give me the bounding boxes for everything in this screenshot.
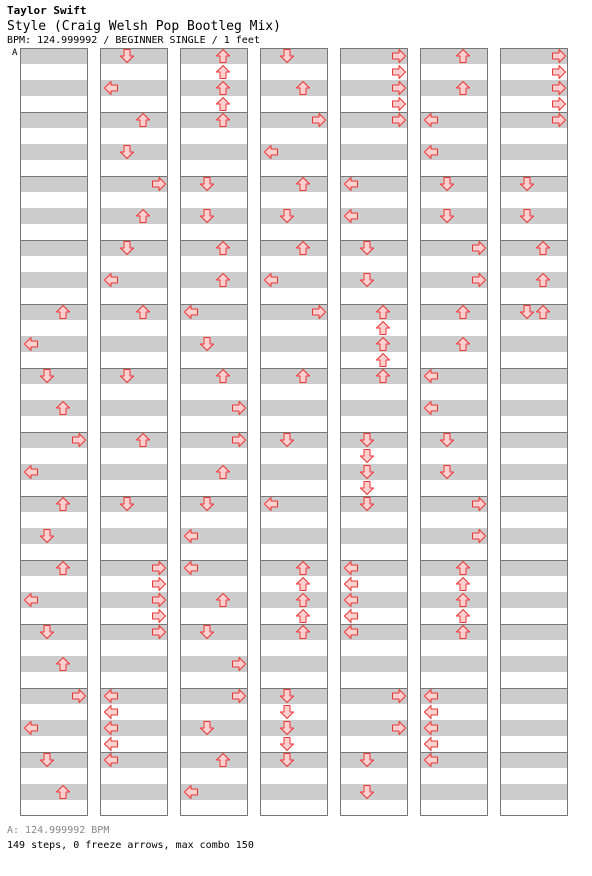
left-arrow-icon [343,608,359,624]
down-arrow-icon [279,736,295,752]
down-arrow-icon [359,752,375,768]
up-arrow-icon [215,240,231,256]
down-arrow-icon [359,272,375,288]
measure-line [21,240,87,241]
measure-line [501,815,567,816]
left-arrow-icon [103,704,119,720]
right-arrow-icon [471,240,487,256]
left-arrow-icon [183,528,199,544]
measure-line [181,240,247,241]
down-arrow-icon [359,432,375,448]
measure-line [181,815,247,816]
chart-column-1 [20,48,88,816]
right-arrow-icon [311,112,327,128]
down-arrow-icon [119,240,135,256]
up-arrow-icon [55,560,71,576]
left-arrow-icon [423,400,439,416]
down-arrow-icon [439,176,455,192]
down-arrow-icon [519,176,535,192]
right-arrow-icon [551,112,567,128]
left-arrow-icon [343,576,359,592]
right-arrow-icon [471,496,487,512]
left-arrow-icon [23,464,39,480]
measure-line [261,368,327,369]
left-arrow-icon [23,720,39,736]
measure-line [21,560,87,561]
chart-column-2 [100,48,168,816]
down-arrow-icon [279,704,295,720]
down-arrow-icon [439,208,455,224]
right-arrow-icon [151,608,167,624]
up-arrow-icon [135,112,151,128]
left-arrow-icon [103,736,119,752]
right-arrow-icon [551,64,567,80]
measure-line [501,688,567,689]
up-arrow-icon [295,608,311,624]
measure-line [261,560,327,561]
right-arrow-icon [471,272,487,288]
up-arrow-icon [215,96,231,112]
down-arrow-icon [39,368,55,384]
down-arrow-icon [119,368,135,384]
left-arrow-icon [423,112,439,128]
left-arrow-icon [263,144,279,160]
up-arrow-icon [455,560,471,576]
up-arrow-icon [535,272,551,288]
right-arrow-icon [391,688,407,704]
up-arrow-icon [215,48,231,64]
left-arrow-icon [343,208,359,224]
measure-line [421,48,487,49]
right-arrow-icon [231,432,247,448]
up-arrow-icon [455,304,471,320]
left-arrow-icon [423,144,439,160]
chart-column-4 [260,48,328,816]
left-arrow-icon [343,560,359,576]
measure-line [21,304,87,305]
down-arrow-icon [199,720,215,736]
left-arrow-icon [23,336,39,352]
left-arrow-icon [263,272,279,288]
measure-line [421,304,487,305]
right-arrow-icon [231,656,247,672]
up-arrow-icon [375,336,391,352]
left-arrow-icon [103,272,119,288]
left-arrow-icon [103,752,119,768]
right-arrow-icon [311,304,327,320]
right-arrow-icon [151,624,167,640]
right-arrow-icon [71,432,87,448]
up-arrow-icon [375,304,391,320]
chart-column-3 [180,48,248,816]
left-arrow-icon [423,736,439,752]
left-arrow-icon [343,176,359,192]
right-arrow-icon [151,576,167,592]
up-arrow-icon [215,464,231,480]
song-title: Style (Craig Welsh Pop Bootleg Mix) [7,19,281,34]
left-arrow-icon [103,688,119,704]
measure-line [181,368,247,369]
measure-line [261,240,327,241]
down-arrow-icon [119,48,135,64]
down-arrow-icon [199,624,215,640]
measure-line [261,624,327,625]
up-arrow-icon [55,304,71,320]
down-arrow-icon [359,464,375,480]
measure-line [501,752,567,753]
measure-line [341,815,407,816]
left-arrow-icon [263,496,279,512]
up-arrow-icon [295,560,311,576]
measure-line [501,368,567,369]
measure-line [21,496,87,497]
down-arrow-icon [359,480,375,496]
right-arrow-icon [231,688,247,704]
up-arrow-icon [135,208,151,224]
down-arrow-icon [199,336,215,352]
chart-column-6 [420,48,488,816]
left-arrow-icon [103,80,119,96]
up-arrow-icon [215,368,231,384]
measure-line [501,432,567,433]
measure-line [341,304,407,305]
down-arrow-icon [279,432,295,448]
up-arrow-icon [215,80,231,96]
up-arrow-icon [295,368,311,384]
down-arrow-icon [199,176,215,192]
measure-line [341,368,407,369]
artist-name: Taylor Swift [7,4,87,17]
left-arrow-icon [423,368,439,384]
right-arrow-icon [551,48,567,64]
left-arrow-icon [103,720,119,736]
left-arrow-icon [183,560,199,576]
down-arrow-icon [279,208,295,224]
up-arrow-icon [215,112,231,128]
right-arrow-icon [471,528,487,544]
up-arrow-icon [55,784,71,800]
measure-line [501,496,567,497]
measure-line [101,432,167,433]
up-arrow-icon [55,656,71,672]
up-arrow-icon [295,576,311,592]
up-arrow-icon [295,240,311,256]
up-arrow-icon [455,80,471,96]
right-arrow-icon [391,64,407,80]
down-arrow-icon [39,752,55,768]
left-arrow-icon [183,784,199,800]
up-arrow-icon [375,352,391,368]
up-arrow-icon [455,576,471,592]
up-arrow-icon [455,608,471,624]
right-arrow-icon [391,48,407,64]
up-arrow-icon [135,304,151,320]
left-arrow-icon [423,704,439,720]
up-arrow-icon [135,432,151,448]
right-arrow-icon [391,112,407,128]
chart-column-5 [340,48,408,816]
measure-line [501,560,567,561]
down-arrow-icon [359,784,375,800]
measure-line [181,752,247,753]
measure-line [21,112,87,113]
up-arrow-icon [455,592,471,608]
up-arrow-icon [455,336,471,352]
left-arrow-icon [423,752,439,768]
measure-line [21,48,87,49]
down-arrow-icon [279,48,295,64]
up-arrow-icon [295,624,311,640]
up-arrow-icon [535,240,551,256]
up-arrow-icon [295,592,311,608]
measure-line [21,815,87,816]
measure-line [101,304,167,305]
chart-column-7 [500,48,568,816]
down-arrow-icon [39,624,55,640]
down-arrow-icon [279,752,295,768]
down-arrow-icon [439,432,455,448]
left-arrow-icon [183,304,199,320]
down-arrow-icon [279,688,295,704]
down-arrow-icon [199,496,215,512]
right-arrow-icon [391,96,407,112]
down-arrow-icon [519,304,535,320]
right-arrow-icon [391,80,407,96]
right-arrow-icon [551,80,567,96]
left-arrow-icon [423,688,439,704]
left-arrow-icon [343,624,359,640]
measure-line [181,112,247,113]
right-arrow-icon [151,176,167,192]
up-arrow-icon [455,624,471,640]
right-arrow-icon [391,720,407,736]
down-arrow-icon [519,208,535,224]
up-arrow-icon [295,176,311,192]
right-arrow-icon [151,592,167,608]
measure-line [421,560,487,561]
right-arrow-icon [71,688,87,704]
up-arrow-icon [535,304,551,320]
measure-line [261,176,327,177]
left-arrow-icon [23,592,39,608]
up-arrow-icon [375,368,391,384]
down-arrow-icon [359,496,375,512]
segment-label: A [12,48,18,58]
footer-bpm: A: 124.999992 BPM [7,825,110,836]
measure-line [421,624,487,625]
up-arrow-icon [55,496,71,512]
measure-line [421,815,487,816]
measure-line [101,815,167,816]
up-arrow-icon [375,320,391,336]
down-arrow-icon [439,464,455,480]
up-arrow-icon [55,400,71,416]
measure-line [501,240,567,241]
down-arrow-icon [39,528,55,544]
chart-meta: BPM: 124.999992 / BEGINNER SINGLE / 1 feet [7,35,260,46]
down-arrow-icon [359,240,375,256]
up-arrow-icon [455,48,471,64]
up-arrow-icon [215,752,231,768]
footer-stats: 149 steps, 0 freeze arrows, max combo 150 [7,840,254,851]
right-arrow-icon [231,400,247,416]
down-arrow-icon [119,144,135,160]
measure-line [21,176,87,177]
down-arrow-icon [119,496,135,512]
up-arrow-icon [215,592,231,608]
left-arrow-icon [423,720,439,736]
down-arrow-icon [359,448,375,464]
measure-line [101,112,167,113]
down-arrow-icon [279,720,295,736]
measure-line [501,624,567,625]
measure-line [181,48,247,49]
up-arrow-icon [295,80,311,96]
right-arrow-icon [151,560,167,576]
down-arrow-icon [199,208,215,224]
up-arrow-icon [215,64,231,80]
left-arrow-icon [343,592,359,608]
measure-line [261,815,327,816]
up-arrow-icon [215,272,231,288]
right-arrow-icon [551,96,567,112]
